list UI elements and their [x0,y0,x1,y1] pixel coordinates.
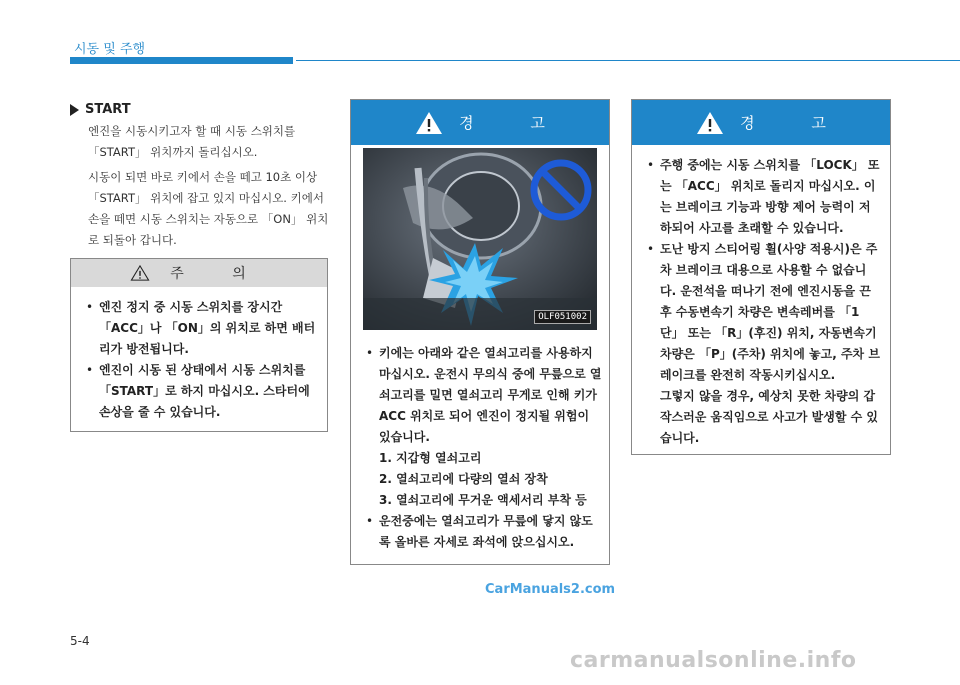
warning-2-list [644,155,880,449]
image-code-label: OLF051002 [534,310,591,324]
caution-item: • 엔진 정지 중 시동 스위치를 장시간 「ACC」나 「ON」의 위치로 하면 배터리가 방전됩니다. [83,297,317,360]
warning-title-1: 경 고 [459,114,571,132]
warning-1-subitem: 2. 열쇠고리에 다량의 열쇠 장착 [379,472,548,486]
page-number: 5-4 [70,634,90,648]
start-section [70,102,330,251]
watermark-link[interactable]: CarManuals2.com [485,582,616,597]
warning-2-item-text: 도난 방지 스티어링 휠(사양 적용시)은 주차 브레이크 대용으로 사용할 수 없습니다. 운전석을 떠나기 전에 엔진시동을 끈 후 수동변속기 차량은 변속레버를 「1단」 또는 「R」(후진) 위치, 자동변속기 차량은 「P」(주차) 위치에 놓고, 주차 브레이크를 완전히 작동시키십시오. [660,242,880,382]
warning-1-text [363,343,603,553]
warning-1-subitem: 3. 열쇠고리에 무거운 액세서리 부착 등 [379,493,587,507]
start-heading [70,102,330,117]
warning-box-2 [631,99,891,455]
warning-2-item-extra: 그렇지 않을 경우, 예상치 못한 차량의 갑작스러운 움직임으로 사고가 발생할 수 있습니다. [660,389,878,445]
warning-triangle-icon [415,111,443,135]
warning-2-item [644,239,880,449]
start-heading-text: START [85,102,131,117]
caution-title: 주 의 [170,266,268,282]
header-rule-thick [70,57,293,64]
footer-watermark: carmanualsonline.info [570,648,857,673]
warning-1-list [363,343,603,448]
warning-header-1 [351,100,609,145]
start-paragraphs [88,121,330,251]
warning-header-2 [632,100,890,145]
ignition-key-image [363,148,597,330]
key-illustration [363,148,597,330]
warning-triangle-icon [696,111,724,135]
warning-2-item: • 주행 중에는 시동 스위치를 「LOCK」 또는 「ACC」 위치로 돌리지 마십시오. 이는 브레이크 기능과 방향 제어 능력이 저하되어 사고를 초래할 수 있습니다. [644,155,880,239]
header-rule-thin [296,60,960,61]
warning-2-body [632,145,890,449]
caution-box [70,258,328,432]
start-paragraph-2: 시동이 되면 바로 키에서 손을 떼고 10초 이상 「START」 위치에 잡고 있지 마십시오. 키에서 손을 떼면 시동 스위치는 자동으로 「ON」 위치로 되돌아 갑니다. [88,170,329,247]
caution-body [71,287,327,423]
warning-title-2: 경 고 [740,114,852,132]
caution-header [71,259,327,287]
caution-item: • 엔진이 시동 된 상태에서 시동 스위치를 「START」로 하지 마십시오. 스타터에 손상을 줄 수 있습니다. [83,360,317,423]
warning-1-item: • 운전중에는 열쇠고리가 무릎에 닿지 않도록 올바른 자세로 좌석에 앉으십시오. [363,511,603,553]
warning-1-list-2 [363,511,603,553]
warning-1-item: • 키에는 아래와 같은 열쇠고리를 사용하지 마십시오. 운전시 무의식 중에 무릎으로 열쇠고리를 밀면 열쇠고리 무게로 인해 키가 ACC 위치로 되어 엔진이 정지될 위험이 있습니다. [363,343,603,448]
section-title: 시동 및 주행 [74,42,146,57]
triangle-bullet-icon [70,104,79,116]
warning-triangle-icon [130,264,150,282]
warning-1-subitem: 1. 지갑형 열쇠고리 [379,451,482,465]
caution-list [83,297,317,423]
start-paragraph-1: 엔진을 시동시키고자 할 때 시동 스위치를 「START」 위치까지 돌리십시오. [88,124,296,159]
